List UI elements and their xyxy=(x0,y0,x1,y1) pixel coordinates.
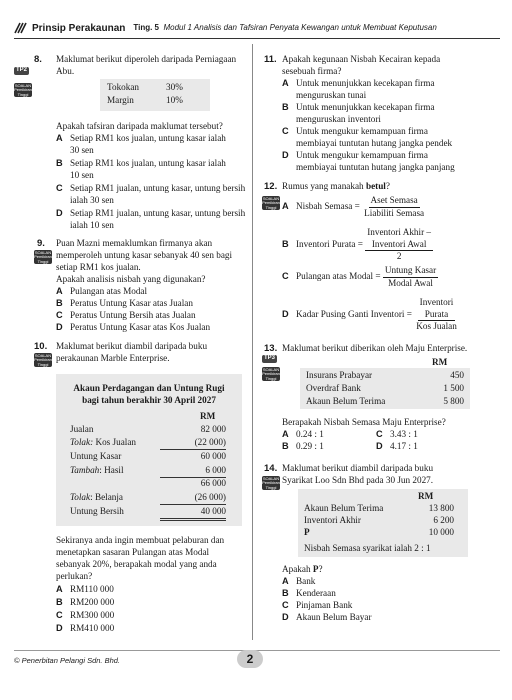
q13-option-b[interactable]: B 0.29 : 1 xyxy=(282,441,324,451)
q10-currency: RM xyxy=(200,411,216,421)
q11-option-a-cont: menguruskan tunai xyxy=(296,90,367,100)
q14-row-value: 10 000 xyxy=(428,527,454,537)
q8-text-2: Abu. xyxy=(56,66,75,76)
q14-option-b[interactable]: B Kenderaan xyxy=(282,588,336,598)
q10-row-label: Untung Kasar xyxy=(70,451,122,461)
soalan-badge-icon: SOALAN Pemikiran Tinggi xyxy=(262,196,280,210)
q11-option-d[interactable]: D Untuk mengukur kemampuan firma xyxy=(282,150,428,160)
q10-row-value: 82 000 xyxy=(200,424,226,434)
q9-option-b[interactable]: B Peratus Untung Kasar atas Jualan xyxy=(56,298,193,308)
q10-row-value: (22 000) xyxy=(160,437,226,450)
q8-text-1: Maklumat berikut diperoleh daripada Perniagaan xyxy=(56,54,237,64)
q13-row-label: Overdraf Bank xyxy=(306,383,361,393)
q9-number: 9. xyxy=(37,238,45,249)
q8-tp-tag: TP2 xyxy=(16,67,28,73)
q10-row-value: 40 000 xyxy=(160,506,226,521)
q11-option-b[interactable]: B Untuk menunjukkan kecekapan firma xyxy=(282,102,435,112)
q11-option-c[interactable]: C Untuk mengukur kemampuan firma xyxy=(282,126,428,136)
q8-option-b-cont: 10 sen xyxy=(70,170,94,180)
q14-row-label: Inventori Akhir xyxy=(304,515,361,525)
q13-row-label: Insurans Prabayar xyxy=(306,370,373,380)
q12-option-c[interactable]: C Pulangan atas Modal = $\frac{\text{Untung Kasar}}{\text{Modal Awal}}$ xyxy=(282,265,437,288)
q10-row-label: Untung Bersih xyxy=(70,506,124,516)
q10-table-title-1: Akaun Perdagangan dan Untung Rugi xyxy=(73,383,225,393)
q10-text-2: perakaunan Marble Enterprise. xyxy=(56,353,170,363)
q10-option-d[interactable]: D RM410 000 xyxy=(56,623,115,633)
q9-option-c[interactable]: C Peratus Untung Bersih atas Jualan xyxy=(56,310,196,320)
q9-line: Apakah analisis nisbah yang digunakan? xyxy=(56,274,206,284)
q13-text: Maklumat berikut diberikan oleh Maju Enterprise. xyxy=(282,343,468,353)
q8-option-c-cont: ialah 30 sen xyxy=(70,195,114,205)
q14-row-value: 13 800 xyxy=(428,503,454,513)
q8-option-d[interactable]: D Setiap RM1 jualan, untung kasar, untung bersih xyxy=(56,208,246,218)
header-title: Prinsip Perakaunan xyxy=(32,22,126,34)
header-divider xyxy=(14,38,500,39)
q8-option-a[interactable]: A Setiap RM1 kos jualan, untung kasar ialah xyxy=(56,133,226,143)
q13-option-c[interactable]: C 3.43 : 1 xyxy=(376,429,418,439)
q11-option-a[interactable]: A Untuk menunjukkan kecekapan firma xyxy=(282,78,435,88)
q12-option-a[interactable]: A Nisbah Semasa = $\frac{\text{Aset Semasa}}{\text{Liabiliti Semasa}}$ xyxy=(282,195,425,218)
q8-number: 8. xyxy=(34,54,42,65)
q11-option-b-cont: menguruskan inventori xyxy=(296,114,381,124)
q10-row-label: Tolak: Kos Jualan xyxy=(70,437,137,447)
q8-row-value: 10% xyxy=(166,95,183,105)
book-logo-icon xyxy=(14,22,28,34)
q14-row-label: Akaun Belum Terima xyxy=(304,503,384,513)
q14-row-value: 6 200 xyxy=(433,515,454,525)
q9-option-d[interactable]: D Peratus Untung Kasar atas Kos Jualan xyxy=(56,322,211,332)
q14-note: Nisbah Semasa syarikat ialah 2 : 1 xyxy=(304,543,431,553)
q10-row-value: 6 000 xyxy=(160,465,226,478)
q10-option-c[interactable]: C RM300 000 xyxy=(56,610,115,620)
soalan-badge-icon: SOALAN Pemikiran Tinggi xyxy=(14,83,32,97)
column-divider xyxy=(252,44,253,640)
q11-number: 11. xyxy=(264,54,277,65)
header-module: Modul 1 Analisis dan Tafsiran Penyata Kewangan untuk Membuat Keputusan xyxy=(163,22,437,32)
q10-number: 10. xyxy=(34,341,48,352)
q9-line: setiap RM1 kos jualan. xyxy=(56,262,141,272)
q10-option-a[interactable]: A RM110 000 xyxy=(56,584,114,594)
page-header xyxy=(14,20,500,36)
q11-option-d-cont: membiayai tuntutan hutang jangka panjang xyxy=(296,162,455,172)
q12-text: Rumus yang manakah betul? xyxy=(282,181,390,191)
page-number: 2 xyxy=(237,650,263,668)
q13-row-label: Akaun Belum Terima xyxy=(306,396,386,406)
q14-number: 14. xyxy=(264,463,278,474)
q8-option-b[interactable]: B Setiap RM1 kos jualan, untung kasar ialah xyxy=(56,158,226,168)
q13-ask: Berapakah Nisbah Semasa Maju Enterprise? xyxy=(282,417,446,427)
q10-text-1: Maklumat berikut diambil daripada buku xyxy=(56,341,208,351)
q10-row-value: 60 000 xyxy=(200,451,226,461)
soalan-badge-icon: SOALAN Pemikiran Tinggi xyxy=(262,367,280,381)
q11-text-2: sesebuah firma? xyxy=(282,66,342,76)
q11-text-1: Apakah kegunaan Nisbah Kecairan kepada xyxy=(282,54,441,64)
q13-number: 13. xyxy=(264,343,278,354)
q13-tp-tag: TP3 xyxy=(264,355,276,361)
q8-option-a-cont: 30 sen xyxy=(70,145,94,155)
q10-row-value: 66 000 xyxy=(200,478,226,488)
q10-line: Sekiranya anda ingin membuat pelaburan dan xyxy=(56,535,225,545)
q10-line: sebanyak 20%, berapakah modal yang anda xyxy=(56,559,217,569)
q8-row-value: 30% xyxy=(166,82,183,92)
footer-publisher: © Penerbitan Pelangi Sdn. Bhd. xyxy=(14,656,121,665)
q13-option-d[interactable]: D 4.17 : 1 xyxy=(376,441,418,451)
q10-line: perlukan? xyxy=(56,571,93,581)
q8-option-c[interactable]: C Setiap RM1 jualan, untung kasar, untung bersih xyxy=(56,183,246,193)
q14-option-c[interactable]: C Pinjaman Bank xyxy=(282,600,353,610)
header-form: Ting. 5 xyxy=(133,22,160,32)
q9-option-a[interactable]: A Pulangan atas Modal xyxy=(56,286,148,296)
q10-row-label: Tambah: Hasil xyxy=(70,465,124,475)
q13-row-value: 5 800 xyxy=(443,396,464,406)
q10-option-b[interactable]: B RM200 000 xyxy=(56,597,115,607)
q8-row-label: Tokokan xyxy=(107,82,140,92)
q14-option-a[interactable]: A Bank xyxy=(282,576,316,586)
q10-row-label: Tolak: Belanja xyxy=(70,492,124,502)
q14-option-d[interactable]: D Akaun Belum Bayar xyxy=(282,612,372,622)
q13-row-value: 1 500 xyxy=(443,383,464,393)
q12-option-d[interactable]: D Kadar Pusing Ganti Inventori = Inventori Purata Kos Jualan xyxy=(282,297,457,331)
soalan-badge-icon: SOALAN Pemikiran Tinggi xyxy=(34,250,52,264)
q11-option-c-cont: membiayai tuntutan hutang jangka pendek xyxy=(296,138,453,148)
q10-table-title-2: bagi tahun berakhir 30 April 2027 xyxy=(82,395,216,405)
soalan-badge-icon: SOALAN Pemikiran Tinggi xyxy=(262,476,280,490)
q9-line: Puan Mazni memaklumkan firmanya akan xyxy=(56,238,213,248)
q14-currency: RM xyxy=(418,491,434,501)
q10-row-label: Jualan xyxy=(70,424,94,434)
q14-ask: Apakah P? xyxy=(282,564,323,574)
q12-option-b[interactable]: B Inventori Purata = Inventori Akhir – Inventori Awal 2 xyxy=(282,227,432,261)
q13-row-value: 450 xyxy=(450,370,464,380)
q14-text-1: Maklumat berikut diambil daripada buku xyxy=(282,463,434,473)
soalan-badge-icon: SOALAN Pemikiran Tinggi xyxy=(34,353,52,367)
q14-row-label: P xyxy=(304,527,310,537)
q10-row-value: (26 000) xyxy=(160,492,226,505)
q9-line: memperoleh untung kasar sebanyak 40 sen bagi xyxy=(56,250,233,260)
q8-ask: Apakah tafsiran daripada maklumat tersebut? xyxy=(56,121,223,131)
q13-currency: RM xyxy=(432,357,448,367)
q10-line: menetapkan sasaran Pulangan atas Modal xyxy=(56,547,210,557)
q13-option-a[interactable]: A 0.24 : 1 xyxy=(282,429,324,439)
q8-option-d-cont: ialah 10 sen xyxy=(70,220,114,230)
q14-text-2: Syarikat Loo Sdn Bhd pada 30 Jun 2027. xyxy=(282,475,434,485)
q8-row-label: Margin xyxy=(107,95,134,105)
q12-number: 12. xyxy=(264,181,278,192)
